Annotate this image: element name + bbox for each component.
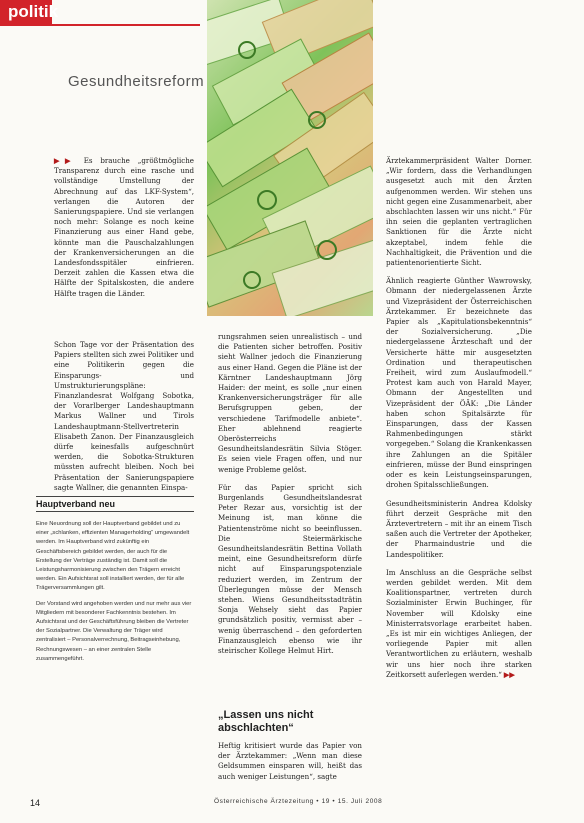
col1-paragraph-1: Es brauche „größtmögliche Transparenz durch eine rasche und vollständige Umstellung der Abrechnung auf das LKF-System“, verlangen die Autoren der Sanierungspapiere. Und sie verlangen noch mehr: Solange es noch keine Finanzierung aus einer Hand gebe, könnte man die Pauschalzahlungen der Krankenversicherungen an die Landesfondsspitäler einfrieren. Derzeit zahlen die Kassen etwa die Hälfte der Spitalskosten, die andere Hälfte tragen die Länder. xyxy=(54,156,194,298)
col3-paragraph-2: Ähnlich reagierte Günther Wawrowsky, Obmann der niedergelassenen Ärzte und Vizepräsident der Österreichischen Ärztekammer. Er bezeichnete das Papier als „Kapitulationsbekenntnis“ der Sozialversicherung. „Die niedergelassene Ärzteschaft und der Versicherte hätte mir ausgesetzten Ordination und therapeutischen Freiheit, wird zum Auslaufmodell.“ Protest kam auch von Harald Mayer, Obmann der Angestellten und Vizepräsident der ÖÄK: „Die Länder haben schon Spitalsärzte für Einsparungen, dass der Kassen Rahmenbedingungen stärkt vorgegeben.“ Solang die Krankenkassen ihre Zahlungen an die Spitäler einfrieren, müsse der Bund einspringen oder es kein Leistungseinsparungen, drohen Spitalsschließungen. xyxy=(386,276,532,490)
page-number: 14 xyxy=(30,798,41,808)
end-marker-icon: ▶▶ xyxy=(501,670,515,679)
paragraph-marker-icon: ▶▶ xyxy=(54,157,84,165)
sidebar-heading: Hauptverband neu xyxy=(36,496,194,512)
col3-paragraph-1: Ärztekammerpräsident Walter Dorner. „Wir fordern, dass die Verhandlungen ausgesetzt auch mit den Ärzten aufgenommen werden. Wir stehen uns nicht gegen eine Zusammenarbeit, aber abschlachten lassen wir uns nicht.“ Für ihn seien die geplanten vertraglichen Sanktionen für die Ärzte nicht akzeptabel, indem fehle die Nachhaltigkeit, die Prävention und die patientenorientierte Sicht. xyxy=(386,156,532,268)
sidebar-box xyxy=(36,520,192,670)
column-2-bottom xyxy=(218,741,362,790)
col2-paragraph-3: Heftig kritisiert wurde das Papier von der Ärztekammer: „Wenn man diese Geldsummen einsparen will, heißt das auch weniger Leistungen“, sagte xyxy=(218,741,362,781)
page-footer: Österreichische Ärztezeitung • 19 • 15. Juli 2008 xyxy=(214,798,383,805)
column-1-top xyxy=(54,156,194,307)
col3-paragraph-4: Im Anschluss an die Gespräche selbst werden gebildet werden. Mit dem Koalitionspartner, vertreten durch Sozialminister Erwin Buchinger, für November will Kdolsky eine Ministerratsvorlage erarbeitet haben. „Es ist mir ein wichtiges Anliegen, der vorliegende Papier mit allen Verantwortlichen zu erläutern, weshalb wir uns hier noch ihre starken Zeitkorsett auferlegen werden.“ xyxy=(386,567,532,679)
sidebar-paragraph-1: Eine Neuordnung soll der Hauptverband gebildet und zu einer „schlanken, effizienten Managerholding“ umgewandelt werden. Im Hauptverband wird zukünftig ein Geschäftsbereich gebildet werden, der auch für die Erstellung der Verträge zuständig ist. Damit soll die Leistungsharmonisierung zwischen den Trägern erreicht werden. Ein Aufsichtsrat soll installiert werden, der für alle Trägerversammlungen gilt. xyxy=(36,521,190,592)
col1-paragraph-2: Schon Tage vor der Präsentation des Papiers stellten sich zwei Politiker und eine Politikerin gegen die Einsparungs- und Umstrukturierungspläne: Finanzlandesrat Wolfgang Sobotka, der Vorarlberger Landeshauptmann Markus Wallner und Tirols Landeshauptmann-Stellvertreterin Elisabeth Zanon. Der Finanzausgleich dürfe keinesfalls aufgeschnürt werden, die Sobotka-Strukturen müssten aufrecht bleiben. Noch bei Präsentation der Sanierungspapiere sagte Wallner, die genannten Einspa- xyxy=(54,340,194,492)
sidebar-paragraph-2: Der Vorstand wird angehoben werden und nur mehr aus vier Mitgliedern mit besonderer Fachkenntnis bestehen. Im Aufsichtsrat und der Geschäftsführung bleiben die Vertreter der Sozialpartner. Die Verwaltung der Träger wird zentralisiert – Personalverrechnung, Beitragseinhebung, Rechnungswesen – an einer zentralen Stelle zusammengeführt. xyxy=(36,600,192,662)
euro-banknotes-photo xyxy=(207,0,373,316)
section-rule xyxy=(0,24,200,26)
column-2 xyxy=(218,332,362,664)
col2-paragraph-2: Für das Papier spricht sich Burgenlands Gesundheitslandesrat Peter Rezar aus, vorsichtig ist der Meinung ist, man könne die Patientenströme nicht so beeinflussen. Die Steiermärkische Gesundheitslandesrätin Bettina Vollath meint, eine Gesundheitsreform dürfe nicht auf Einsparungspotenziale reduziert werden, im Zentrum der Überlegungen müsse der Mensch stehen. Wiens Gesundheitsstadträtin Sonja Wehsely sieht das Papier grundsätzlich positiv, vermisst aber – wenig überraschend – den geforderten Finanzausgleich ebenso wie ihr steirischer Kollege Helmut Hirt. xyxy=(218,482,362,656)
section-tag: politik xyxy=(0,0,52,24)
col3-paragraph-3: Gesundheitsministerin Andrea Kdolsky führt derzeit Gespräche mit den Ärztevertretern – mit ihr an einem Tisch saßen auch die Vertreter der Apotheker, der Pharmaindustrie und die Landespolitiker. xyxy=(386,498,532,559)
banknote-illustration xyxy=(207,0,373,316)
col2-paragraph-1: rungsrahmen seien unrealistisch – und die Patienten sicher betroffen. Positiv sieht Wallner jedoch die Finanzierung aus einer Hand. Gegen die Pläne ist der Kärntner Landeshauptmann Jörg Haider: der meint, es solle „nur einen Krankenversicherungsträger für alle Berufsgruppen geben, der verschiedene Tarifmodelle anbiete“. Eher ablehnend reagierte Oberösterreichs Gesundheitslandesrätin Silvia Stöger. Es seien viele Fragen offen, und nur wenige Probleme gelöst. xyxy=(218,332,362,474)
article-headline: Gesundheitsreform xyxy=(68,73,205,90)
column-1-bottom xyxy=(54,340,194,501)
column-3 xyxy=(386,156,532,688)
column-2-subheading: „Lassen uns nicht abschlachten“ xyxy=(218,709,314,734)
